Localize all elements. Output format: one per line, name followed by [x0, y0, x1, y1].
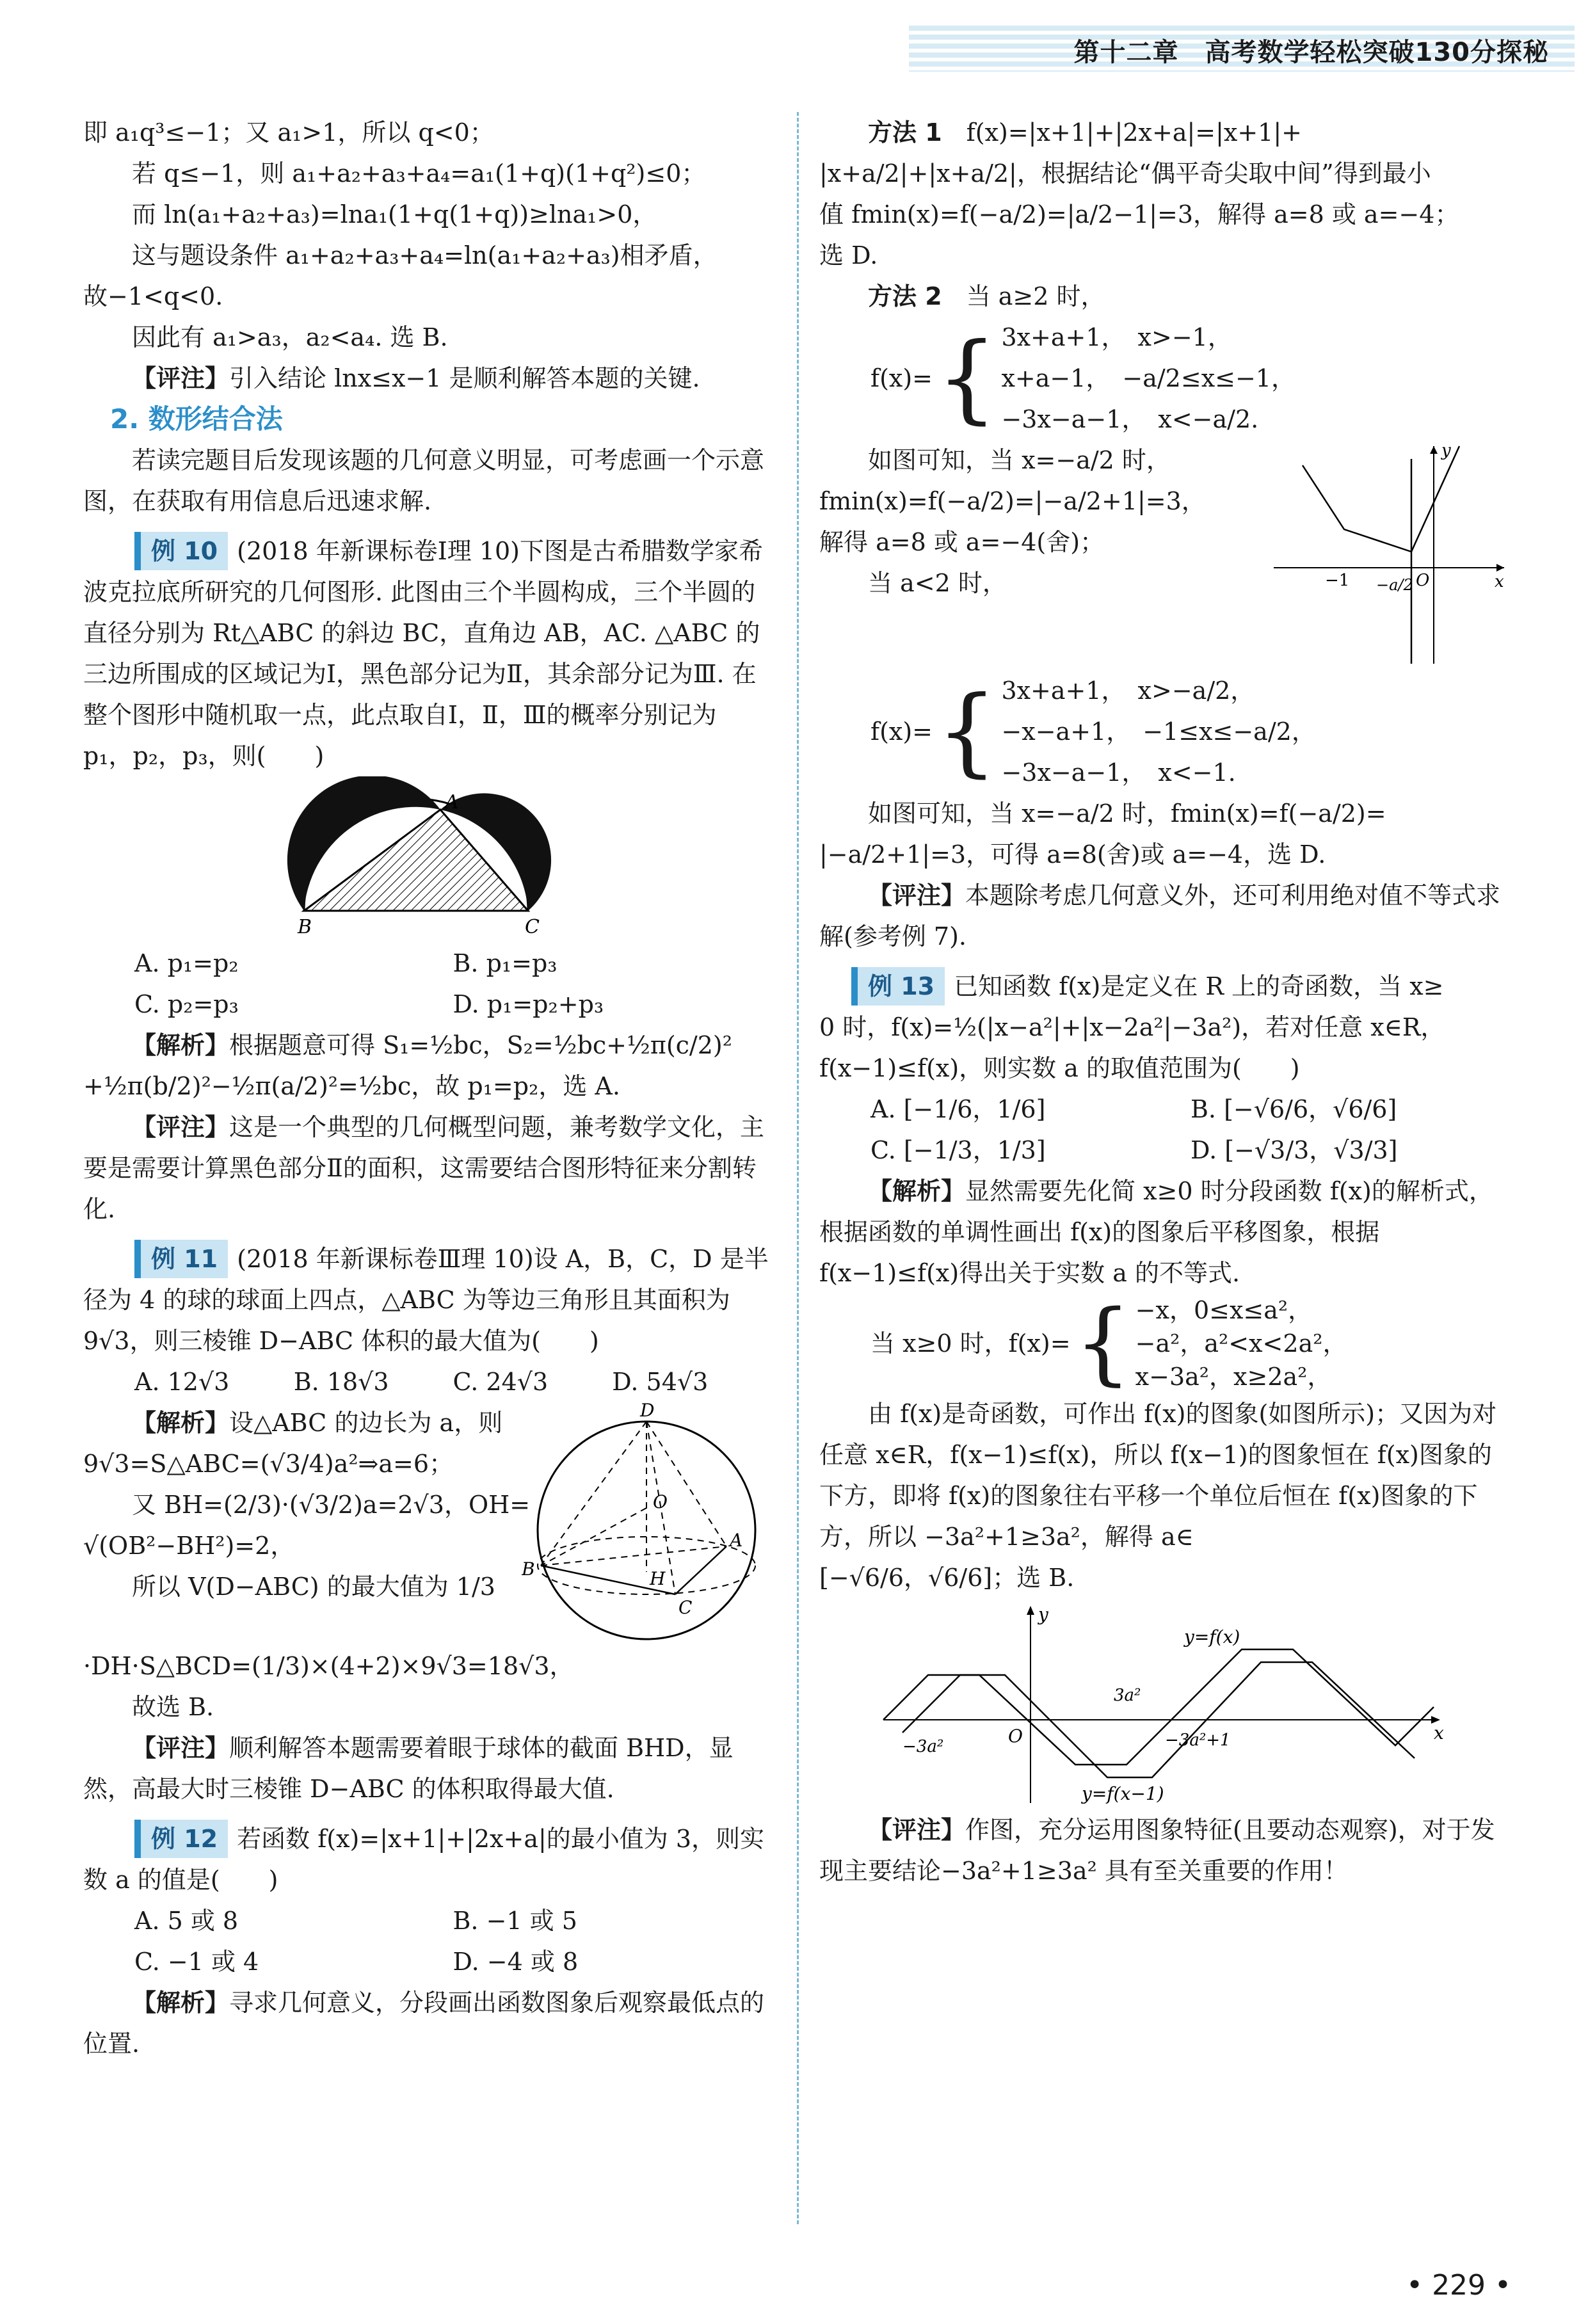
comment-tag: 【评注】 [132, 1113, 230, 1141]
solution-text: √(OB²−BH²)=2， [83, 1532, 295, 1560]
option[interactable]: B. −1 或 5 [453, 1907, 577, 1935]
solution-text: +½π(b/2)²−½π(a/2)²=½bc，故 p₁=p₂，选 A. [83, 1072, 620, 1100]
text-line: 若 q≤−1，则 a₁+a₂+a₃+a₄=a₁(1+q)(1+q²)≤0； [132, 159, 706, 188]
comment-text: 顺利解答本题需要着眼于球体的截面 BHD，显然，高最大时三棱锥 D−ABC 的体积取得最大值. [83, 1734, 734, 1803]
case: 3x+a+1， x>−a/2， [1001, 677, 1255, 705]
example-10 [83, 531, 771, 776]
method-text: 如图可知，当 x=−a/2 时， [868, 446, 1171, 474]
right-column [819, 112, 1511, 1891]
label-a: A [730, 1530, 743, 1551]
label-h: H [650, 1568, 666, 1589]
sphere-figure [522, 1402, 771, 1646]
solution-text: 显然需要先化简 x≥0 时分段函数 f(x)的解析式，根据函数的单调性画出 f(x)的图象后平移图象，根据 f(x−1)≤f(x)得出关于实数 a 的不等式. [819, 1177, 1493, 1287]
shift-graph-figure [819, 1598, 1511, 1809]
option[interactable]: A. p₁=p₂ [134, 949, 239, 977]
example-text: f(x−1)≤f(x)，则实数 a 的取值范围为( ) [819, 1054, 1300, 1082]
example-text: 已知函数 f(x)是定义在 R 上的奇函数，当 x≥ [954, 972, 1444, 1000]
option[interactable]: A. 5 或 8 [134, 1907, 239, 1935]
piecewise-cases [1135, 1294, 1347, 1393]
edge-ac [675, 1546, 726, 1594]
comment-text: 作图，充分运用图象特征(且要动态观察)，对于发现主要结论−3a²+1≥3a² 具有至关重要的作用！ [819, 1816, 1495, 1885]
case: −x，0≤x≤a²， [1135, 1296, 1313, 1324]
comment-tag: 【评注】 [868, 881, 966, 910]
solution [83, 1982, 771, 2064]
edge-da [646, 1422, 726, 1546]
option[interactable]: A. [−1/6，1/6] [870, 1095, 1046, 1123]
piecewise-label: f(x)= [870, 717, 933, 746]
piecewise-cases [1001, 317, 1295, 440]
option[interactable]: C. −1 或 4 [134, 1948, 259, 1976]
piecewise-label: f(x)= [870, 364, 933, 392]
solution-tag: 【解析】 [132, 1031, 230, 1059]
ex11-solution-block [83, 1402, 771, 1646]
solution-tag: 【解析】 [132, 1989, 230, 2017]
hippocrates-figure [83, 776, 771, 943]
x-axis-arrow [1496, 564, 1504, 572]
solution [83, 1025, 771, 1066]
comment [819, 875, 1511, 957]
column-divider [797, 112, 799, 2224]
example-13 [819, 966, 1511, 1007]
label-x: x [1434, 1722, 1444, 1743]
label-fx: y=f(x) [1184, 1626, 1240, 1647]
text-line: 故−1<q<0. [83, 282, 223, 310]
method-text: 当 a<2 时， [868, 569, 1007, 597]
label-o: O [1008, 1726, 1023, 1747]
method-text: 选 D. [819, 241, 878, 269]
solution-text: 设△ABC 的边长为 a，则 [229, 1409, 503, 1437]
example-text: (2018 年新课标卷Ⅲ理 10)设 A，B，C，D 是半径为 4 的球的球面上四点，△ABC 为等边三角形且其面积为 9√3，则三棱锥 D−ABC 体积的最大值为( ) [83, 1245, 769, 1355]
comment [83, 358, 771, 399]
label-x: x [1495, 572, 1504, 591]
comment-text: 引入结论 lnx≤x−1 是顺利解答本题的关键. [229, 364, 700, 392]
method-1 [819, 112, 1511, 153]
left-column [83, 112, 771, 2064]
label-c: C [678, 1597, 693, 1618]
example-badge: 例 13 [851, 967, 945, 1006]
label-y: y [1441, 441, 1451, 460]
method-text: fmin(x)=f(−a/2)=|−a/2+1|=3， [819, 487, 1206, 515]
option[interactable]: C. p₂=p₃ [134, 990, 239, 1018]
solution-text: 根据题意可得 S₁=½bc，S₂=½bc+½π(c/2)² [229, 1031, 732, 1059]
label-b: B [298, 916, 312, 938]
label-b: B [522, 1559, 535, 1580]
example-text: (2018 年新课标卷Ⅰ理 10)下图是古希腊数学家希波克拉底所研究的几何图形. 此图由三个半圆构成，三个半圆的直径分别为 Rt△ABC 的斜边 BC，直角边 AB，AC. △ABC 的三边所围成的区域记为Ⅰ，黑色部分记为Ⅱ，其余部分记为Ⅲ. 在整个图形中随机取一点，此点取自Ⅰ，Ⅱ，Ⅲ的概率分别记为 p₁，p₂，p₃，则( ) [83, 537, 764, 770]
option[interactable]: B. 18√3 [293, 1368, 389, 1396]
case: x−3a²，x≥2a²， [1135, 1363, 1332, 1391]
comment-text: 这是一个典型的几何概型问题，兼考数学文化，主要是需要计算黑色部分Ⅱ的面积，这需要结合图形特征来分割转化. [83, 1113, 765, 1223]
method-tag: 方法 2 [868, 282, 942, 310]
comment-tag: 【评注】 [132, 1734, 230, 1762]
label-fx1: y=f(x−1) [1082, 1783, 1164, 1804]
label-y: y [1038, 1604, 1048, 1625]
solution-text: ·DH·S△BCD=(1/3)×(4+2)×9√3=18√3， [83, 1652, 574, 1680]
piecewise-cases [1001, 670, 1315, 793]
case: 3x+a+1， x>−1， [1001, 323, 1232, 351]
section-title: 2. 数形结合法 [110, 403, 283, 435]
example-text: 0 时，f(x)=½(|x−a²|+|x−2a²|−3a²)，若对任意 x∈R， [819, 1013, 1445, 1041]
piecewise-label: 当 x≥0 时，f(x)= [870, 1329, 1071, 1358]
graph1-text [819, 440, 1261, 604]
case: −x−a+1， −1≤x≤−a/2， [1001, 717, 1316, 746]
example-text: 若函数 f(x)=|x+1|+|2x+a|的最小值为 3，则实数 a 的值是( ) [83, 1825, 765, 1894]
solution-text: 9√3=S△ABC=(√3/4)a²⇒a=6； [83, 1450, 454, 1478]
case: −3x−a−1， x<−a/2. [1001, 405, 1259, 433]
solution-text: [−√6/6，√6/6]；选 B. [819, 1564, 1075, 1592]
solution-text: 寻求几何意义，分段画出函数图象后观察最低点的位置. [83, 1989, 765, 2058]
comment [83, 1107, 771, 1230]
graph1-block [819, 440, 1511, 670]
option[interactable]: D. p₁=p₂+p₃ [453, 990, 604, 1018]
brace: { [936, 323, 998, 434]
edge-ba [541, 1546, 726, 1566]
label-a: A [445, 791, 459, 813]
comment [83, 1727, 771, 1809]
method-text: |−a/2+1|=3，可得 a=8(舍)或 a=−4，选 D. [819, 840, 1326, 869]
ex11-solution-text [83, 1402, 531, 1607]
example-badge: 例 10 [134, 532, 228, 570]
header-title: 第十二章 高考数学轻松突破130分探秘 [1073, 38, 1549, 67]
option[interactable]: D. 54√3 [612, 1368, 709, 1396]
method-text: 解得 a=8 或 a=−4(舍)； [819, 528, 1105, 556]
method-text: |x+a/2|+|x+a/2|，根据结论“偶平奇尖取中间”得到最小 [819, 159, 1431, 188]
comment [819, 1809, 1511, 1891]
piecewise-1 [819, 317, 1511, 440]
solution-text: 故选 B. [132, 1693, 214, 1721]
option[interactable]: B. p₁=p₃ [453, 949, 557, 977]
option[interactable]: A. 12√3 [134, 1368, 230, 1396]
solution-text: 又 BH=(2/3)·(√3/2)a=2√3，OH= [132, 1491, 531, 1519]
option[interactable]: B. [−√6/6，√6/6] [1191, 1095, 1397, 1123]
comment-tag: 【评注】 [868, 1816, 966, 1844]
method-text: f(x)=|x+1|+|2x+a|=|x+1|+ [966, 118, 1303, 147]
label-3a2: 3a² [1114, 1686, 1141, 1705]
option[interactable]: C. 24√3 [453, 1368, 549, 1396]
case: −a²，a²<x<2a²， [1135, 1329, 1347, 1358]
brace: { [936, 676, 998, 787]
solution-text: 所以 V(D−ABC) 的最大值为 1/3 [132, 1573, 495, 1601]
options-ex13 [819, 1089, 1511, 1171]
method-tag: 方法 1 [868, 118, 942, 147]
brace: { [1074, 1291, 1132, 1395]
solution [83, 1402, 518, 1443]
edge-db [541, 1422, 646, 1566]
abs-graph-figure [1274, 440, 1511, 670]
option[interactable]: D. [−√3/3，√3/3] [1191, 1136, 1398, 1164]
text-line: 即 a₁q³≤−1；又 a₁>1，所以 q<0； [83, 118, 494, 147]
fx-curve [883, 1649, 1434, 1765]
label-c: C [525, 916, 540, 938]
example-badge: 例 12 [134, 1820, 228, 1858]
example-badge: 例 11 [134, 1240, 228, 1278]
method-text: 如图可知，当 x=−a/2 时，fmin(x)=f(−a/2)= [868, 799, 1386, 828]
example-11 [83, 1238, 771, 1361]
comment-tag: 【评注】 [132, 364, 230, 392]
method-text: 当 a≥2 时， [966, 282, 1105, 310]
solution [819, 1171, 1511, 1294]
paragraph: 若读完题目后发现该题的几何意义明显，可考虑画一个示意图，在获取有用信息后迅速求解. [83, 446, 765, 515]
abs-function-curve [1303, 446, 1459, 552]
label-o: O [653, 1491, 668, 1512]
options-ex11 [83, 1361, 771, 1402]
label-d: D [640, 1402, 655, 1421]
option[interactable]: C. [−1/3，1/3] [870, 1136, 1046, 1164]
example-12 [83, 1818, 771, 1900]
solution-tag: 【解析】 [132, 1409, 230, 1437]
page-header [909, 26, 1575, 72]
text-line: 而 ln(a₁+a₂+a₃)=lna₁(1+q(1+q))≥lna₁>0， [132, 200, 657, 228]
solution-tag: 【解析】 [868, 1177, 966, 1205]
method-text: 值 fmin(x)=f(−a/2)=|a/2−1|=3，解得 a=8 或 a=−4； [819, 200, 1459, 228]
label-neg3a2: −3a² [902, 1737, 944, 1756]
label-neg-a2: −a/2 [1376, 576, 1413, 594]
options-ex10 [83, 943, 771, 1025]
piecewise-3 [819, 1291, 1511, 1395]
text-line: 因此有 a₁>a₃，a₂<a₄. 选 B. [132, 323, 448, 351]
solution-text: 由 f(x)是奇函数，可作出 f(x)的图象(如图所示)；又因为对任意 x∈R，f(x−1)≤f(x)，所以 f(x−1)的图象恒在 f(x)图象的下方，即将 f(x)的图象往右平移一个单位后恒在 f(x)图象的下方，所以 −3a²+1≥3a²，解得 a∈ [819, 1400, 1497, 1551]
label-neg3a2-plus1: −3a²+1 [1165, 1731, 1231, 1750]
comment-text: 本题除考虑几何意义外，还可利用绝对值不等式求解(参考例 7). [819, 881, 1501, 950]
case: −3x−a−1， x<−1. [1001, 758, 1236, 787]
case: x+a−1， −a/2≤x≤−1， [1001, 364, 1295, 392]
options-ex12 [83, 1900, 771, 1982]
text-line: 这与题设条件 a₁+a₂+a₃+a₄=ln(a₁+a₂+a₃)相矛盾， [132, 241, 718, 269]
label-neg1: −1 [1325, 571, 1350, 590]
y-axis-arrow [1027, 1606, 1034, 1615]
label-o: O [1416, 571, 1430, 590]
option[interactable]: D. −4 或 8 [453, 1948, 579, 1976]
y-axis-arrow [1430, 446, 1438, 454]
method-2 [819, 276, 1511, 317]
page-number: • 229 • [1406, 2269, 1511, 2302]
piecewise-2 [819, 670, 1511, 793]
